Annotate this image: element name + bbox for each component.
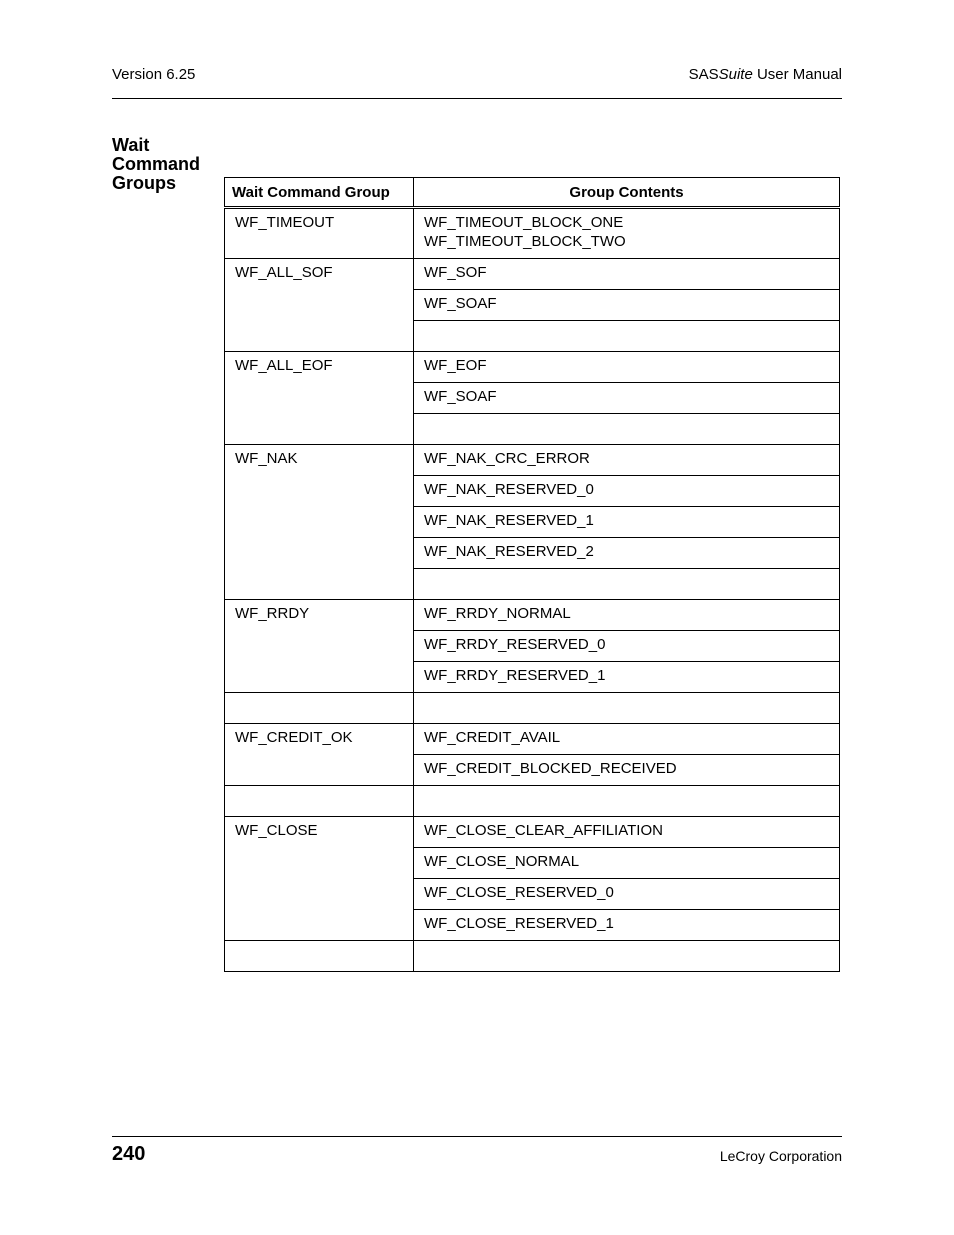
table-row <box>225 941 840 972</box>
table-header-row <box>225 178 840 208</box>
table-row <box>225 259 840 290</box>
contents-cell: WF_SOF <box>414 259 840 290</box>
contents-cell: WF_CLOSE_NORMAL <box>414 848 840 879</box>
header-rule <box>112 98 842 99</box>
table-row <box>225 208 840 259</box>
contents-cell: WF_CLOSE_CLEAR_AFFILIATION <box>414 817 840 848</box>
header-manual-title <box>689 66 842 83</box>
manual-suffix: User Manual <box>752 66 842 83</box>
table-row <box>225 445 840 476</box>
contents-cell <box>414 321 840 352</box>
contents-item: WF_TIMEOUT_BLOCK_ONE <box>424 214 624 231</box>
section-title-line: Groups <box>112 173 177 193</box>
group-cell: WF_NAK <box>225 445 414 600</box>
manual-prefix: SAS <box>688 66 719 83</box>
contents-cell: WF_NAK_RESERVED_0 <box>414 476 840 507</box>
group-cell: WF_TIMEOUT <box>225 208 414 259</box>
page-number: 240 <box>112 1143 146 1165</box>
contents-cell <box>414 786 840 817</box>
table-row <box>225 724 840 755</box>
group-cell <box>225 693 414 724</box>
footer-company: LeCroy Corporation <box>719 1148 842 1164</box>
contents-cell: WF_CREDIT_BLOCKED_RECEIVED <box>414 755 840 786</box>
contents-cell: WF_RRDY_RESERVED_1 <box>414 662 840 693</box>
contents-cell <box>414 693 840 724</box>
table-row <box>225 817 840 848</box>
contents-cell <box>414 569 840 600</box>
contents-cell: WF_EOF <box>414 352 840 383</box>
contents-cell: WF_RRDY_NORMAL <box>414 600 840 631</box>
table-row <box>225 352 840 383</box>
contents-cell: WF_NAK_CRC_ERROR <box>414 445 840 476</box>
contents-cell: WF_NAK_RESERVED_2 <box>414 538 840 569</box>
group-cell: WF_ALL_EOF <box>225 352 414 445</box>
col-header-group: Wait Command Group <box>225 178 414 208</box>
group-cell: WF_CLOSE <box>225 817 414 941</box>
group-cell: WF_ALL_SOF <box>225 259 414 352</box>
group-cell <box>225 786 414 817</box>
contents-cell: WF_CREDIT_AVAIL <box>414 724 840 755</box>
contents-cell: WF_RRDY_RESERVED_0 <box>414 631 840 662</box>
manual-italic: Suite <box>718 66 753 83</box>
contents-item: WF_TIMEOUT_BLOCK_TWO <box>424 233 626 250</box>
section-title-line: Command <box>112 154 201 174</box>
contents-cell <box>414 941 840 972</box>
contents-cell: WF_SOAF <box>414 290 840 321</box>
table-row <box>225 600 840 631</box>
header-version: Version 6.25 <box>112 66 196 83</box>
table-row <box>225 786 840 817</box>
group-cell: WF_RRDY <box>225 600 414 693</box>
wait-command-groups-table <box>224 177 840 972</box>
col-header-contents: Group Contents <box>414 178 840 208</box>
group-cell: WF_CREDIT_OK <box>225 724 414 786</box>
contents-cell: WF_CLOSE_RESERVED_0 <box>414 879 840 910</box>
section-title <box>112 136 222 193</box>
table-row <box>225 693 840 724</box>
contents-cell: WF_NAK_RESERVED_1 <box>414 507 840 538</box>
contents-cell: WF_CLOSE_RESERVED_1 <box>414 910 840 941</box>
table-body <box>225 208 840 972</box>
contents-cell <box>414 414 840 445</box>
footer-rule <box>112 1136 842 1137</box>
group-cell <box>225 941 414 972</box>
section-title-line: Wait <box>112 135 150 155</box>
contents-cell <box>414 208 840 259</box>
contents-cell: WF_SOAF <box>414 383 840 414</box>
